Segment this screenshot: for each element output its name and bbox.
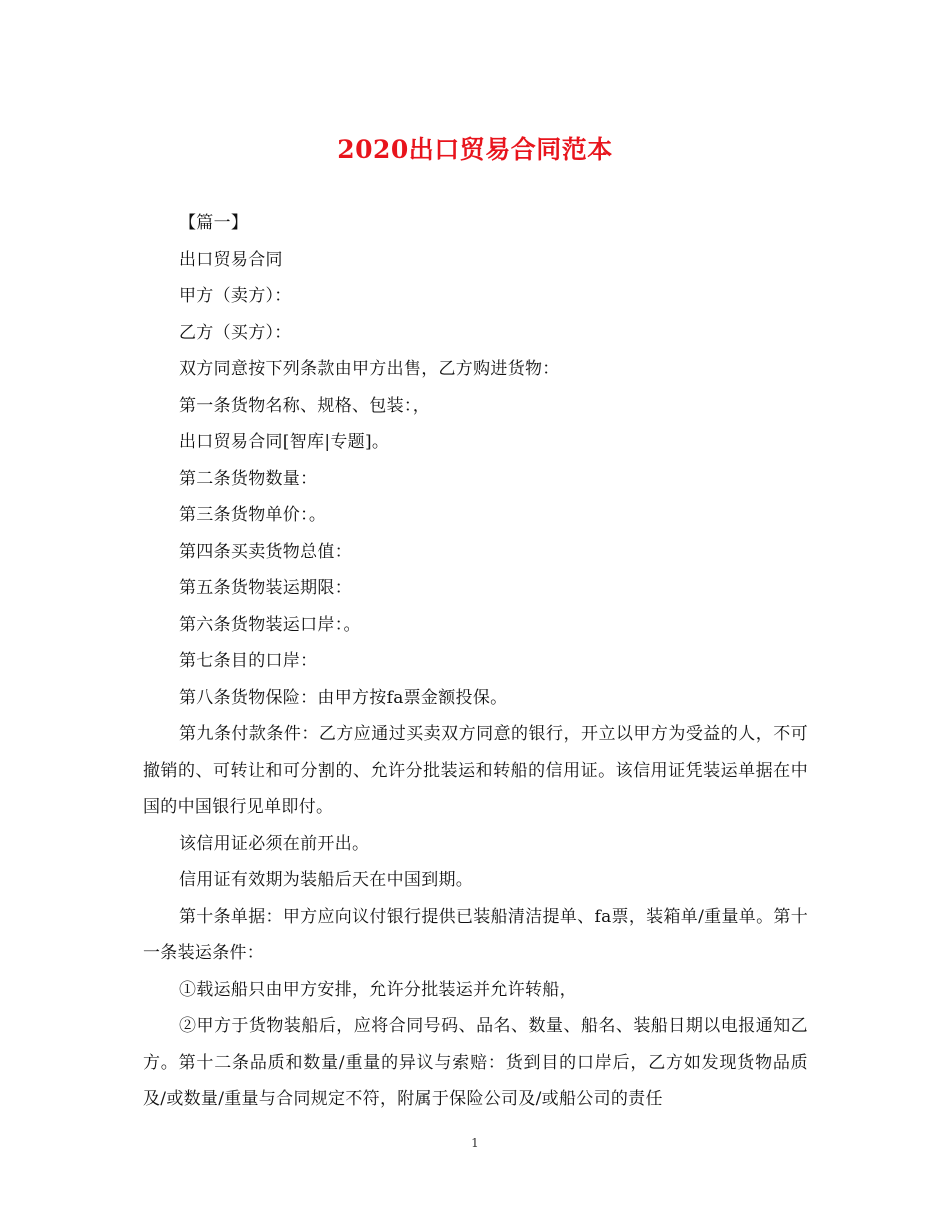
clause-6: 第六条货物装运口岸：。 xyxy=(179,614,361,635)
agreement-intro: 双方同意按下列条款由甲方出售，乙方购进货物： xyxy=(179,359,560,379)
credit-validity-line: 信用证有效期为装船后天在中国到期。 xyxy=(179,870,474,890)
clause-4: 第四条买卖货物总值： xyxy=(179,541,352,562)
party-a-line: 甲方（卖方）： xyxy=(179,286,292,306)
clause-1: 第一条货物名称、规格、包装：， xyxy=(179,395,430,416)
contract-name: 出口贸易合同 xyxy=(179,249,283,270)
document-body xyxy=(143,205,808,1118)
shipping-condition-2: ②甲方于货物装船后，应将合同号码、品名、数量、船名、装船日期以电报通知乙方。第十二条品质和数量/重量的异议与索赔：货到目的口岸后，乙方如发现货物品质及/或数量/重量与合同规定不符，附属于保险公司及/或船公司的责任 xyxy=(143,1016,808,1109)
credit-issue-line: 该信用证必须在前开出。 xyxy=(179,833,370,854)
clause-7: 第七条目的口岸： xyxy=(179,651,318,671)
document-title: 2020出口贸易合同范本 xyxy=(337,135,613,164)
shipping-condition-1: ①载运船只由甲方安排，允许分批装运并允许转船， xyxy=(179,979,577,1000)
page-number: 1 xyxy=(471,1136,479,1150)
reference-line: 出口贸易合同[智库|专题]。 xyxy=(179,432,390,452)
clause-3: 第三条货物单价：。 xyxy=(179,505,327,525)
clause-8: 第八条货物保险：由甲方按fa票金额投保。 xyxy=(179,687,508,708)
clause-9: 第九条付款条件：乙方应通过买卖双方同意的银行，开立以甲方为受益的人，不可撤销的、可转让和可分割的、允许分批装运和转船的信用证。该信用证凭装运单据在中国的中国银行见单即付。 xyxy=(143,724,808,817)
clause-10: 第十条单据：甲方应向议付银行提供已装船清洁提单、fa票，装箱单/重量单。第十一条装运条件： xyxy=(143,906,808,963)
section-heading: 【篇一】 xyxy=(179,213,249,233)
party-b-line: 乙方（买方）： xyxy=(179,322,292,343)
clause-5: 第五条货物装运期限： xyxy=(179,578,352,598)
clause-2: 第二条货物数量： xyxy=(179,468,318,489)
